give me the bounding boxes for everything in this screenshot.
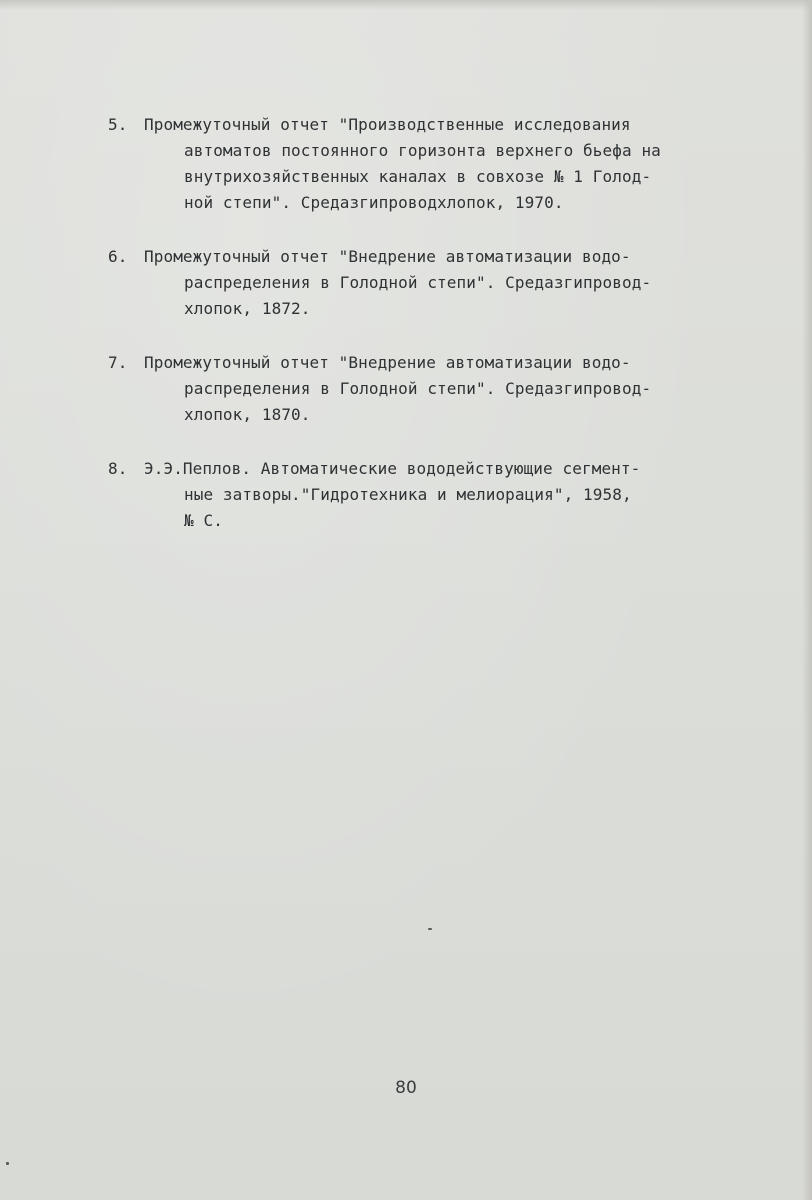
page-top-edge (0, 0, 812, 10)
reference-number: 7. (108, 353, 128, 372)
reference-line: внутрихозяйственных каналах в совхозе № 1 Голод- (184, 167, 652, 186)
reference-number: 6. (108, 247, 128, 266)
reference-line: автоматов постоянного горизонта верхнего бьефа на (184, 141, 661, 160)
reference-line: Промежуточный отчет "Внедрение автоматизации водо- (144, 353, 631, 372)
reference-line: распределения в Голодной степи". Средазгипровод- (184, 273, 652, 292)
reference-line: Промежуточный отчет "Производственные исследования (144, 115, 631, 134)
reference-list (108, 112, 798, 562)
reference-line: хлопок, 1870. (184, 405, 311, 424)
page-right-edge (802, 0, 812, 1200)
paper-speck (428, 928, 432, 930)
reference-line: хлопок, 1872. (184, 299, 311, 318)
reference-item (108, 244, 798, 322)
page-number: 80 (395, 1078, 417, 1098)
reference-item (108, 112, 798, 216)
reference-item (108, 456, 798, 534)
reference-line: ные затворы."Гидротехника и мелиорация", 1958, (184, 485, 632, 504)
reference-line: № С. (184, 511, 223, 530)
reference-item (108, 350, 798, 428)
reference-line: Промежуточный отчет "Внедрение автоматизации водо- (144, 247, 631, 266)
reference-line: ной степи". Средазгипроводхлопок, 1970. (184, 193, 564, 212)
reference-line: Э.Э.Пеплов. Автоматические вододействующие сегмент- (144, 459, 641, 478)
reference-number: 8. (108, 459, 128, 478)
reference-line: распределения в Голодной степи". Средазгипровод- (184, 379, 652, 398)
paper-speck (6, 1162, 9, 1165)
reference-number: 5. (108, 115, 128, 134)
